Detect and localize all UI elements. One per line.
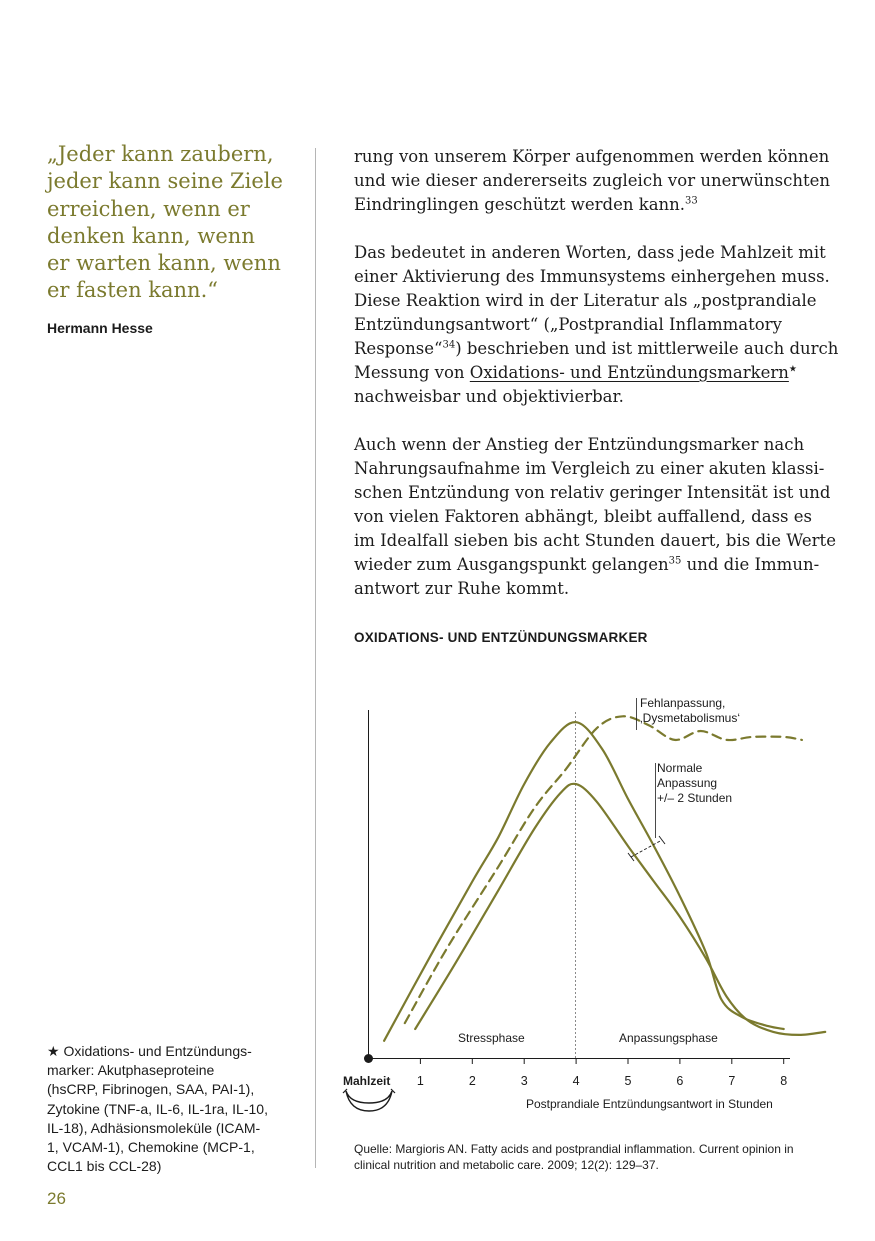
quote-author: Hermann Hesse: [47, 320, 153, 336]
origin-label: Mahlzeit: [343, 1074, 391, 1088]
annotation-line: Anpassung: [657, 776, 718, 790]
quote-line: „Jeder kann zaubern,: [47, 142, 274, 166]
footnote-line: 1, VCAM-1), Chemokine (MCP-1,: [47, 1139, 255, 1156]
x-tick-label: 1: [416, 1074, 424, 1088]
series-line-1: [405, 716, 802, 1023]
figure-title: OXIDATIONS- UND ENTZÜNDUNGSMARKER: [354, 630, 648, 645]
text-fragment: und die Immun-: [681, 555, 820, 574]
footnote-line: ★ Oxidations- und Entzündungs-: [47, 1043, 252, 1059]
x-axis-label: Postprandiale Entzündungsantwort in Stunden: [526, 1097, 773, 1111]
chart-series: [384, 716, 825, 1041]
annotation-fehlanpassung: [640, 696, 740, 725]
reference-35[interactable]: 35: [668, 555, 682, 567]
column-divider: [315, 148, 316, 1168]
source-line: clinical nutrition and metabolic care. 2009; 12(2): 129–37.: [354, 1158, 659, 1172]
quote-line: jeder kann seine Ziele: [47, 169, 283, 194]
reference-34[interactable]: 34: [442, 339, 456, 351]
text-fragment: Messung von: [354, 363, 470, 382]
footnote-line: marker: Akutphaseproteine: [47, 1062, 215, 1079]
text-line: [354, 193, 834, 217]
quote-line: denken kann, wenn: [47, 223, 255, 248]
footnote-line: CCL1 bis CCL-28): [47, 1158, 162, 1175]
text-line: nachweisbar und objektivierbar.: [354, 387, 624, 406]
glossary-link-markers[interactable]: Oxidations- und Entzündungsmarkern: [469, 363, 789, 382]
origin-dot: [364, 1054, 373, 1063]
annotation-line: Fehlanpassung,: [640, 696, 726, 710]
text-line: Nahrungsaufnahme im Vergleich zu einer akuten klassi-: [354, 459, 825, 478]
x-ticks: [417, 1059, 787, 1089]
text-line: [354, 337, 839, 361]
phase-label-adaptation: Anpassungsphase: [619, 1031, 718, 1045]
text-line: von vielen Faktoren abhängt, bleibt auffallend, dass es: [354, 507, 812, 526]
marker-footnote: [47, 1042, 287, 1176]
text-fragment: ) beschrieben und ist mittlerweile auch durch: [455, 339, 839, 358]
footnote-line: IL-18), Adhäsionsmoleküle (ICAM-: [47, 1119, 261, 1136]
text-line: Diese Reaktion wird in der Literatur als „postprandiale: [354, 291, 817, 310]
footnote-line: Zytokine (TNF-a, IL-6, IL-1ra, IL-10,: [47, 1100, 268, 1117]
x-tick-label: 6: [676, 1074, 684, 1088]
text-line: [354, 553, 834, 577]
body-text: [354, 145, 839, 625]
paragraph-2: [354, 241, 839, 409]
quote-line: erreichen, wenn er: [47, 196, 250, 221]
x-tick-label: 7: [728, 1074, 736, 1088]
page-number: 26: [47, 1189, 66, 1208]
annotation-line: ‚Dysmetabolismus‘: [640, 711, 741, 725]
footnote-line: (hsCRP, Fibrinogen, SAA, PAI-1),: [47, 1081, 255, 1098]
x-tick-label: 8: [780, 1074, 788, 1088]
reference-33[interactable]: 33: [685, 195, 698, 207]
text-line: Entzündungsantwort“ („Postprandial Inflammatory: [354, 315, 782, 334]
text-line: schen Entzündung von relativ geringer Intensität ist und: [354, 483, 831, 502]
text-fragment: Response“: [354, 339, 443, 358]
source-line: Quelle: Margioris AN. Fatty acids and postprandial inflammation. Current opinion in: [354, 1142, 794, 1156]
phase-label-stress: Stressphase: [458, 1031, 525, 1045]
inflammation-chart: [330, 690, 850, 1130]
text-line: Das bedeutet in anderen Worten, dass jede Mahlzeit mit: [354, 243, 826, 262]
paragraph-3: [354, 433, 834, 601]
text-line: [354, 361, 834, 385]
sausage-icon: [343, 1089, 395, 1111]
text-line: Auch wenn der Anstieg der Entzündungsmarker nach: [354, 435, 805, 454]
annotation-line: +/– 2 Stunden: [657, 791, 733, 805]
text-line: einer Aktivierung des Immunsystems einhergehen muss.: [354, 267, 830, 286]
quote-line: er fasten kann.“: [47, 278, 218, 303]
star-icon: ★: [788, 364, 797, 375]
x-tick-label: 2: [468, 1074, 476, 1088]
annotation-normal: [657, 761, 732, 805]
figure-source: [354, 1141, 794, 1173]
text-fragment: wieder zum Ausgangspunkt gelangen: [354, 555, 669, 574]
series-line-3: [415, 784, 825, 1035]
annotation-line: Normale: [657, 761, 703, 775]
text-line: im Idealfall sieben bis acht Stunden dauert, bis die Werte: [354, 531, 836, 550]
x-tick-label: 4: [572, 1074, 580, 1088]
x-tick-label: 5: [624, 1074, 632, 1088]
text-line: rung von unserem Körper aufgenommen werden können: [354, 147, 830, 166]
quote-line: er warten kann, wenn: [47, 251, 281, 276]
text-line: antwort zur Ruhe kommt.: [354, 579, 570, 598]
text-line: Eindringlingen geschützt werden kann.: [354, 195, 686, 214]
text-line: und wie dieser andererseits zugleich vor unerwünschten: [354, 171, 830, 190]
epigraph-quote: [47, 141, 307, 305]
x-tick-label: 3: [520, 1074, 528, 1088]
paragraph-1: [354, 145, 834, 217]
